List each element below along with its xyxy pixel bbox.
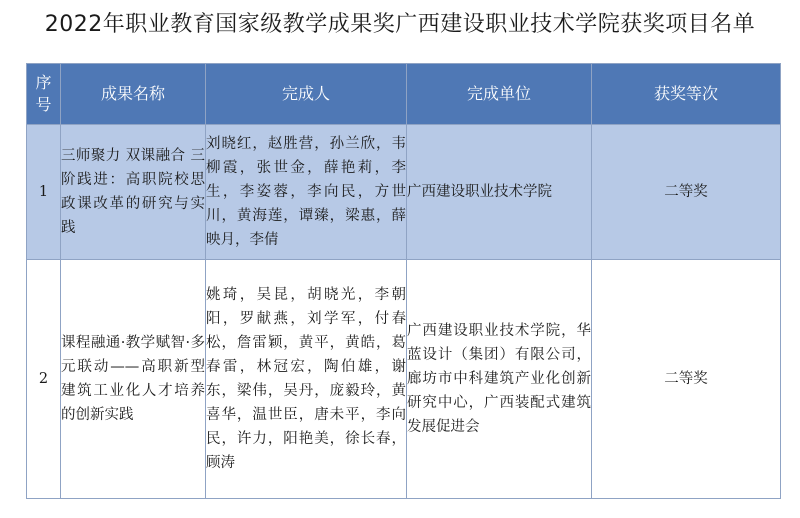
row-people <box>206 260 407 499</box>
row-project-name <box>61 260 206 499</box>
people-text: 刘晓红，赵胜营，孙兰欣，韦柳霞，张世金，薛艳莉，李 生，李姿蓉，李向民，方世川，黄海莲，谭臻，梁惠，薛映月，李倩 <box>206 136 406 248</box>
unit-text: 广西建设职业技术学院，华蓝设计（集团）有限公司，廊坊市中科建筑产业化创新研究中心，广西装配式建筑发展促进会 <box>407 323 591 435</box>
header-unit: 完成单位 <box>407 64 592 125</box>
project-name-text: 课程融通·教学赋智·多元联动——高职新型建筑工业化人才培养的创新实践 <box>61 335 205 423</box>
row-unit <box>407 125 592 260</box>
header-people: 完成人 <box>206 64 407 125</box>
award-table <box>26 63 781 499</box>
table-header-row <box>27 64 781 125</box>
row-unit <box>407 260 592 499</box>
project-name-text: 三师聚力 双课融合 三阶践进：高职院校思政课改革的研究与实践 <box>61 148 205 236</box>
unit-text: 广西建设职业技术学院 <box>407 184 552 200</box>
row-people <box>206 125 407 260</box>
people-text: 姚琦，吴昆，胡晓光，李朝阳，罗献燕，刘学军，付春松，詹雷颖，黄平，黄皓，葛春雷，林冠宏，陶伯雄，谢东，梁伟，吴丹，庞毅玲，黄喜华，温世臣，唐未平，李向民，许力，阳艳美，徐长春，顾涛 <box>206 287 406 471</box>
row-award-level: 二等奖 <box>592 260 781 499</box>
header-name: 成果名称 <box>61 64 206 125</box>
header-level: 获奖等次 <box>592 64 781 125</box>
header-index: 序号 <box>27 64 61 125</box>
table-row <box>27 125 781 260</box>
row-index: 1 <box>27 125 61 260</box>
row-award-level: 二等奖 <box>592 125 781 260</box>
table-row <box>27 260 781 499</box>
row-index: 2 <box>27 260 61 499</box>
row-project-name <box>61 125 206 260</box>
page-title: 2022年职业教育国家级教学成果奖广西建设职业技术学院获奖项目名单 <box>44 12 756 37</box>
